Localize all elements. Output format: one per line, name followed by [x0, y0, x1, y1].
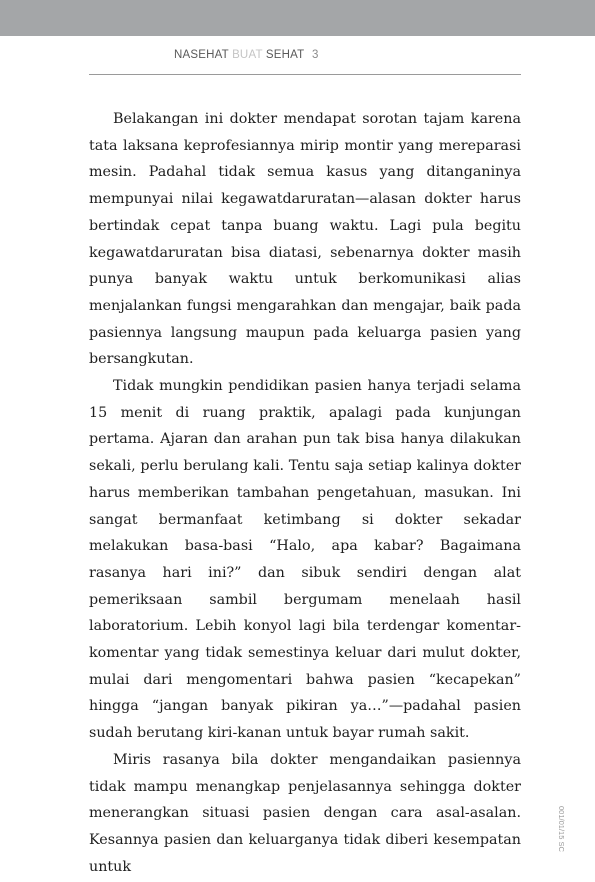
- book-title-part1: NASEHAT: [174, 49, 233, 61]
- book-title: [174, 49, 304, 61]
- paragraph-2: Tidak mungkin pendidikan pasien hanya terjadi selama 15 menit di ruang praktik, apalagi pada kunjungan pertama. Ajaran dan arahan pun tak bisa hanya dilakukan sekali, perlu berulang kali. Tentu saja setiap kalinya dokter harus memberikan tambahan pengetahuan, masukan. Ini sangat bermanfaat ketimbang si dokter sekadar melakukan basa-basi “Halo, apa kabar? Bagaimana rasanya hari ini?” dan sibuk sendiri dengan alat pemeriksaan sambil bergumam menelaah hasil laboratorium. Lebih konyol lagi bila terdengar komentar-komentar yang tidak semestinya keluar dari mulut dokter, mulai dari mengomentari bahwa pasien “kecapekan” hingga “jangan banyak pikiran ya…”—padahal pasien sudah berutang kiri-kanan untuk bayar rumah sakit.: [89, 378, 521, 742]
- paragraph-3: Miris rasanya bila dokter mengandaikan pasiennya tidak mampu menangkap penjelasannya sehingga dokter menerangkan situasi pasien dengan cara asal-asalan. Kesannya pasien dan keluarganya tidak diberi kesempatan untuk: [89, 751, 521, 875]
- paragraph-1: Belakangan ini dokter mendapat sorotan tajam karena tata laksana keprofesiannya mirip montir yang mereparasi mesin. Padahal tidak semua kasus yang ditanganinya mempunyai nilai kegawatdaruratan—alasan dokter harus bertindak cepat tanpa buang waktu. Lagi pula begitu kegawatdaruratan bisa diatasi, sebenarnya dokter masih punya banyak waktu untuk berkomunikasi alias menjalankan fungsi mengarahkan dan mengajar, baik pada pasiennya langsung maupun pada keluarga pasien yang bersangkutan.: [89, 111, 521, 368]
- header-divider: [89, 74, 521, 75]
- page-number: 3: [312, 49, 319, 61]
- book-title-part2: SEHAT: [262, 49, 305, 61]
- book-title-accent: BUAT: [232, 49, 263, 61]
- side-print-code: 001/01/15 SC: [557, 806, 566, 852]
- running-header: [0, 47, 595, 67]
- body-text: [89, 106, 521, 880]
- top-gray-band: [0, 0, 595, 36]
